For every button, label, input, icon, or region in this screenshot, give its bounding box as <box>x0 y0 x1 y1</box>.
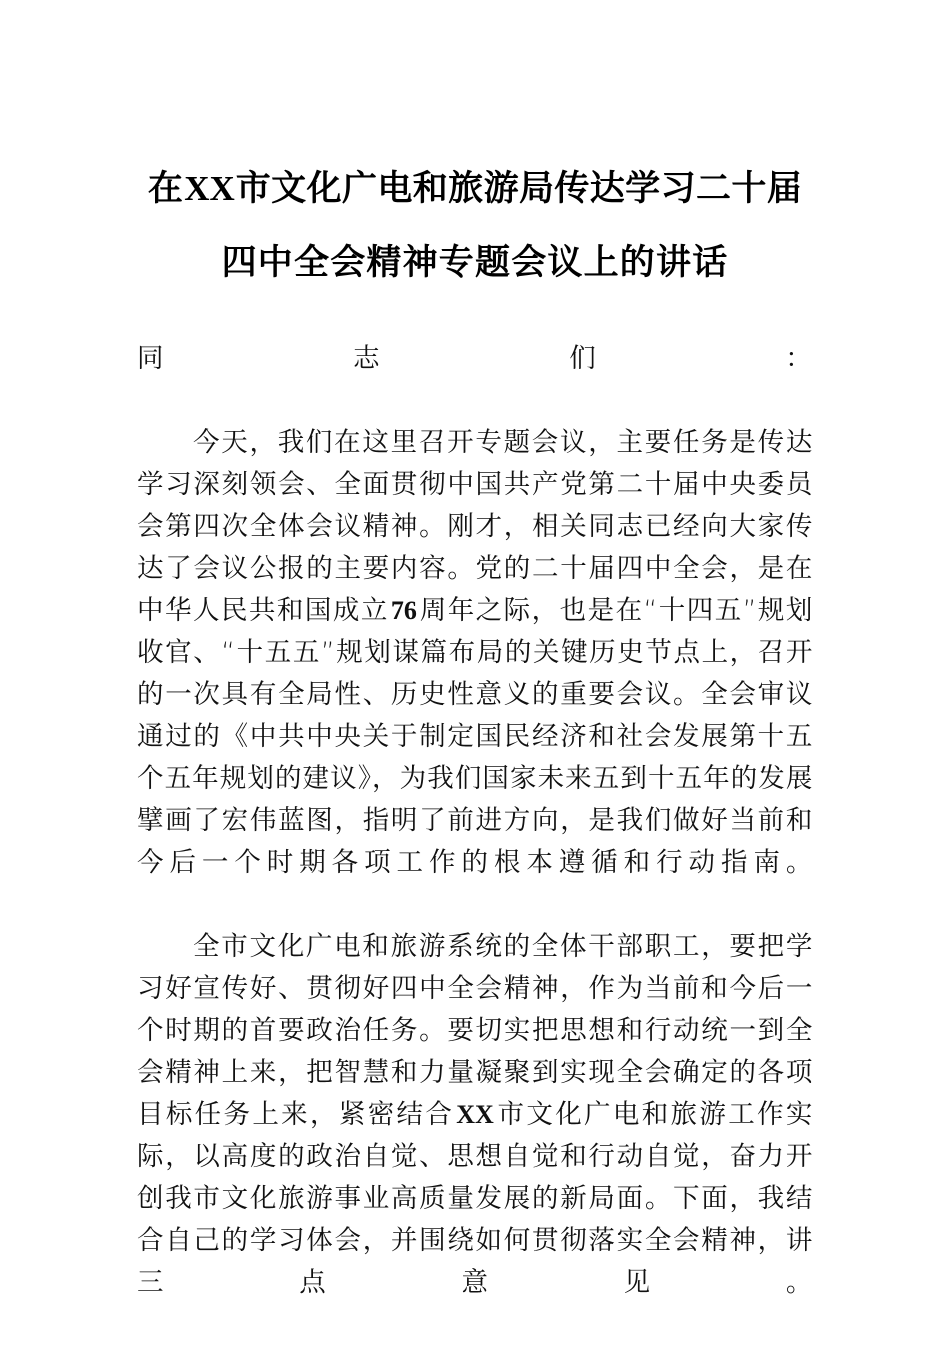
paragraph-2-segment-1: 全市文化广电和旅游系统的全体干部职工，要把学习好宣传好、贯彻好四中全会精神，作为当前和今后一个时期的首要政治任务。要切实把思想和行动统一到全会精神上来，把智慧和力量凝聚到实现全会确定的各项目标任务上来，紧密结合 <box>137 931 813 1130</box>
paragraph-1-number: 76 <box>390 596 417 625</box>
title-line-2: 四中全会精神专题会议上的讲话 <box>221 242 729 283</box>
page-title <box>137 0 813 300</box>
paragraph-2-latin: XX <box>456 1100 494 1129</box>
title-line-1 <box>137 152 813 226</box>
paragraph-1 <box>137 422 813 926</box>
title-line-1-prefix: 在 <box>147 168 184 209</box>
paragraph-2-segment-3: 市文化广电和旅游工作实际，以高度的政治自觉、思想自觉和行动自觉，奋力开创我市文化旅游事业高质量发展的新局面。下面，我结合自己的学习体会，并围绕如何贯彻落实全会精神，讲三点意见。 <box>137 1099 813 1298</box>
paragraph-1-segment-3: 周年之际，也是在“十四五”规划收官、“十五五”规划谋篇布局的关键历史节点上，召开的一次具有全局性、历史性意义的重要会议。全会审议通过的《中共中央关于制定国民经济和社会发展第十五个五年规划的建议》，为我们国家未来五到十五年的发展擘画了宏伟蓝图，指明了前进方向，是我们做好当前和今后一个时期各项工作的根本遵循和行动指南。 <box>137 595 813 878</box>
salutation: 同志们： <box>137 343 813 374</box>
paragraph-2 <box>137 926 813 1346</box>
document-content-area <box>137 0 813 1346</box>
title-line-1-latin: XX <box>184 169 235 208</box>
title-line-1-suffix: 市文化广电和旅游局传达学习二十届 <box>235 168 803 209</box>
paragraph-1-segment-1: 今天，我们在这里召开专题会议，主要任务是传达学习深刻领会、全面贯彻中国共产党第二十届中央委员会第四次全体会议精神。刚才，相关同志已经向大家传达了会议公报的主要内容。党的二十届四中全会，是在中华人民共和国成立 <box>137 427 813 626</box>
body-text-block <box>137 300 813 1346</box>
